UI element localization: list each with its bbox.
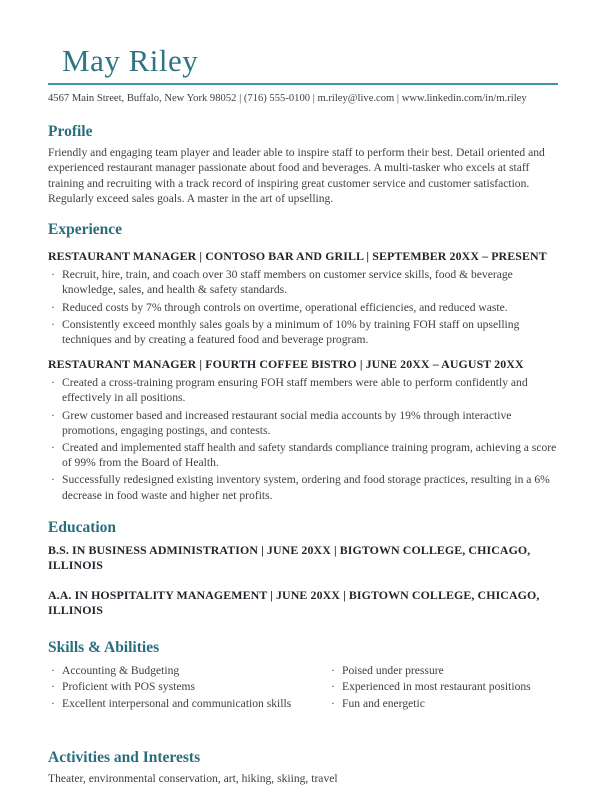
header-divider [48,83,558,85]
job-title: RESTAURANT MANAGER | FOURTH COFFEE BISTRO | JUNE 20XX – AUGUST 20XX [48,357,524,372]
skill-item: · Proficient with POS systems [48,679,328,695]
skills-column-right [328,663,558,712]
skill-item: · Excellent interpersonal and communication skills [48,696,328,712]
job-bullet: · Created a cross-training program ensuring FOH staff members were able to perform confidently and effectively in all positions. [48,375,558,405]
job-bullet: · Created and implemented staff health and safety standards compliance training program, achieving a score of 99% from the Board of Health. [48,440,558,470]
job-bullet-list [48,267,558,347]
section-skills [48,638,558,712]
job-bullet: · Recruit, hire, train, and coach over 30 staff members on customer service skills, food & beverage knowledge, sales, and health & safety standards. [48,267,558,297]
skill-item: · Poised under pressure [328,663,558,679]
job-bullet-list [48,375,558,503]
education-entry: B.S. IN BUSINESS ADMINISTRATION | JUNE 20XX | BIGTOWN COLLEGE, CHICAGO, ILLINOIS [48,542,531,572]
person-name: May Riley [62,43,199,78]
skill-item: · Experienced in most restaurant positions [328,679,558,695]
section-experience [48,220,558,503]
section-education [48,518,558,618]
skill-item: · Accounting & Budgeting [48,663,328,679]
education-heading: Education [48,518,117,536]
skills-columns [48,663,558,712]
job-title: RESTAURANT MANAGER | CONTOSO BAR AND GRILL | SEPTEMBER 20XX – PRESENT [48,249,547,264]
section-profile [48,122,558,206]
skill-item: · Fun and energetic [328,696,558,712]
skills-list-left [48,663,328,712]
experience-heading: Experience [48,221,123,239]
job-bullet: · Successfully redesigned existing inventory system, ordering and food storage practices, resulting in a 6% decrease in food waste and higher net profits. [48,472,558,502]
section-activities [48,748,558,786]
job-bullet: · Grew customer based and increased restaurant social media accounts by 19% through interactive promotions, engaging postings, and contests. [48,408,558,438]
skills-column-left [48,663,328,712]
skills-list-right [328,663,558,712]
activities-heading: Activities and Interests [48,749,201,767]
profile-text: Friendly and engaging team player and leader able to inspire staff to perform their best. Detail oriented and experienced restaurant manager passionate about food and beverages. A multi-tasker who excels at staff training and recruiting with a track record of inspiring great customer service and customer satisfaction. Regularly exceed sales goals. A master in the art of upselling. [48,146,545,205]
activities-text: Theater, environmental conservation, art, hiking, skiing, travel [48,772,338,786]
job-entry [48,357,558,503]
resume-header [48,42,558,105]
job-bullet: · Reduced costs by 7% through controls on overtime, operational efficiencies, and reduced waste. [48,300,558,315]
profile-heading: Profile [48,123,93,140]
job-bullet: · Consistently exceed monthly sales goals by a minimum of 10% by training FOH staff on upselling techniques and by creating a featured food and beverage program. [48,317,558,347]
education-entries [48,543,558,618]
education-entry: A.A. IN HOSPITALITY MANAGEMENT | JUNE 20XX | BIGTOWN COLLEGE, CHICAGO, ILLINOIS [48,587,540,617]
skills-heading: Skills & Abilities [48,638,160,656]
job-entry [48,249,558,347]
contact-line: 4567 Main Street, Buffalo, New York 98052 | (716) 555-0100 | m.riley@live.com | www.linkedin.com/in/m.riley [48,93,527,104]
